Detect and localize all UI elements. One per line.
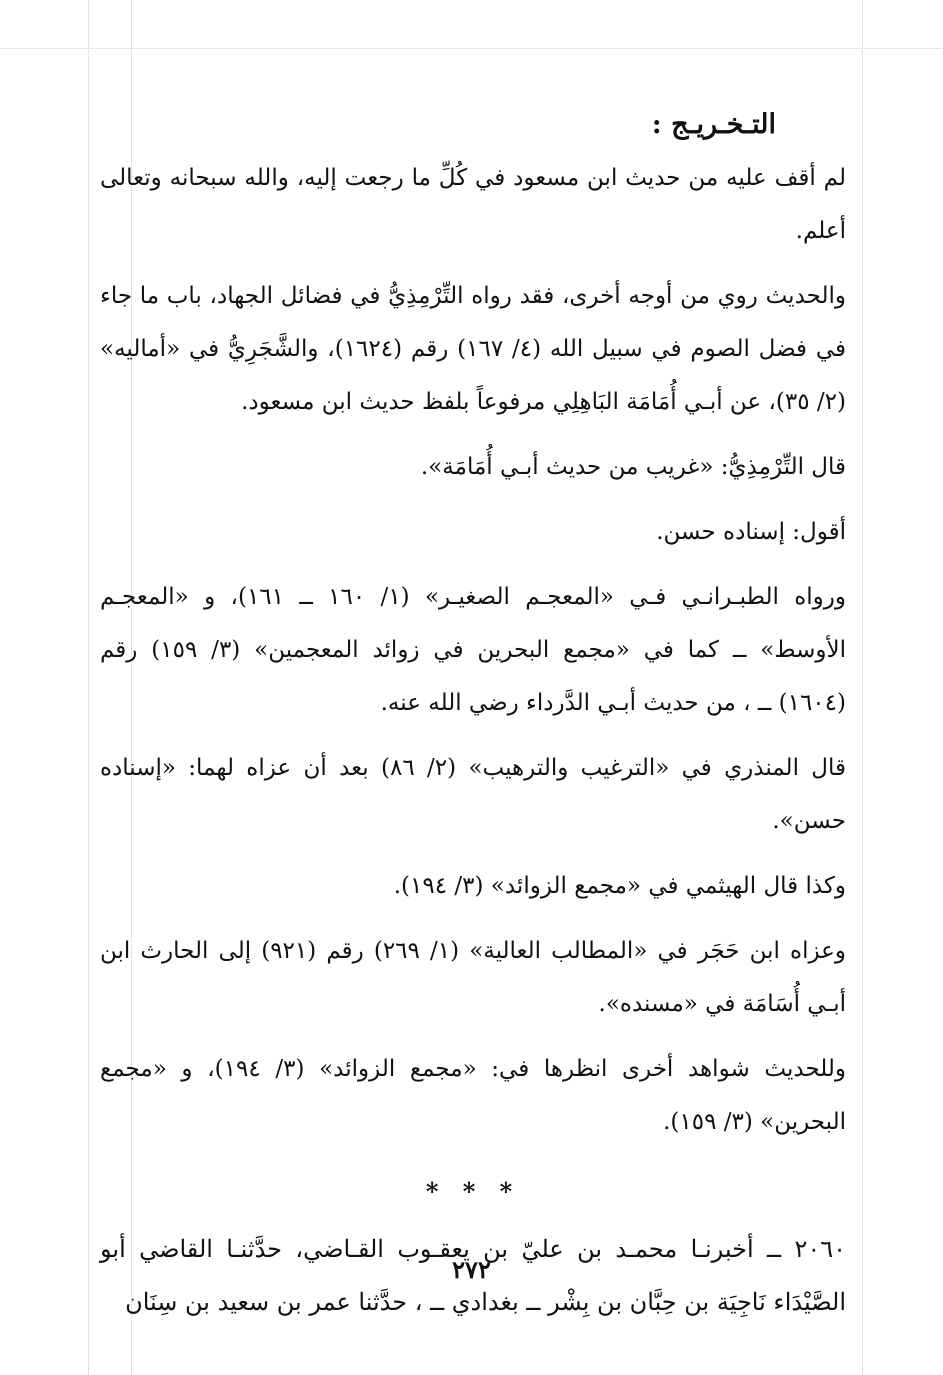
section-separator: * * * <box>425 1177 521 1206</box>
guide-line-left <box>88 0 89 1375</box>
paragraph-7: وكذا قال الهيثمي في «مجمع الزوائد» (٣/ ١٩٤). <box>393 873 846 899</box>
paragraph-9: وللحديث شواهد أخرى انظرها في: «مجمع الزوائد» (٣/ ١٩٤)، و «مجمع البحرين» (٣/ ١٥٩). <box>100 1056 847 1135</box>
guide-line-right <box>862 0 863 1375</box>
section-heading: التـخـريـج : <box>651 109 776 140</box>
paragraph-2: والحديث روي من أوجه أخرى، فقد رواه التِّرْمِذِيُّ في فضائل الجهاد، باب ما جاء في فضل الصوم في سبيل الله (٤/ ١٦٧) رقم (١٦٢٤)، والشَّجَرِيُّ في «أماليه» (٢/ ٣٥)، عن أبـي أُمَامَة البَاهِلِي مرفوعاً بلفظ حديث ابن مسعود. <box>100 283 846 415</box>
paragraph-4: أقول: إسناده حسن. <box>656 519 846 545</box>
paragraph-1: لم أقف عليه من حديث ابن مسعود في كُلِّ ما رجعت إليه، والله سبحانه وتعالى أعلم. <box>100 165 846 244</box>
paragraph-5: ورواه الطبـرانـي فـي «المعجـم الصغيـر» (١/ ١٦٠ ــ ١٦١)، و «المعجـم الأوسط» ــ كما في «مجمع البحرين في زوائد المعجمين» (٣/ ١٥٩) رقم (١٦٠٤) ــ ، من حديث أبـي الدَّرداء رضي الله عنه. <box>100 584 846 716</box>
hadith-text: ٢٠٦٠ ــ أخبرنـا محمـد بن عليّ بن يعقـوب القـاضي، حدَّثنـا القاضي أبو الصَّيْدَاء نَاجِيَة بن حِبَّان بن بِشْر ــ بغدادي ــ ، حدَّثنا عمر بن سعيد بن سِنَان <box>100 1235 846 1316</box>
page-body <box>100 100 846 1341</box>
guide-line-top <box>0 48 943 49</box>
paragraph-3: قال التِّرْمِذِيُّ: «غريب من حديث أبـي أُمَامَة». <box>420 454 846 480</box>
paragraph-6: قال المنذري في «الترغيب والترهيب» (٢/ ٨٦) بعد أن عزاه لهما: «إسناده حسن». <box>100 755 847 834</box>
paragraph-8: وعزاه ابن حَجَر في «المطالب العالية» (١/ ٢٦٩) رقم (٩٢١) إلى الحارث ابن أبـي أُسَامَة في «مسنده». <box>100 938 846 1017</box>
page-number: ٢٧٢ <box>452 1255 491 1284</box>
